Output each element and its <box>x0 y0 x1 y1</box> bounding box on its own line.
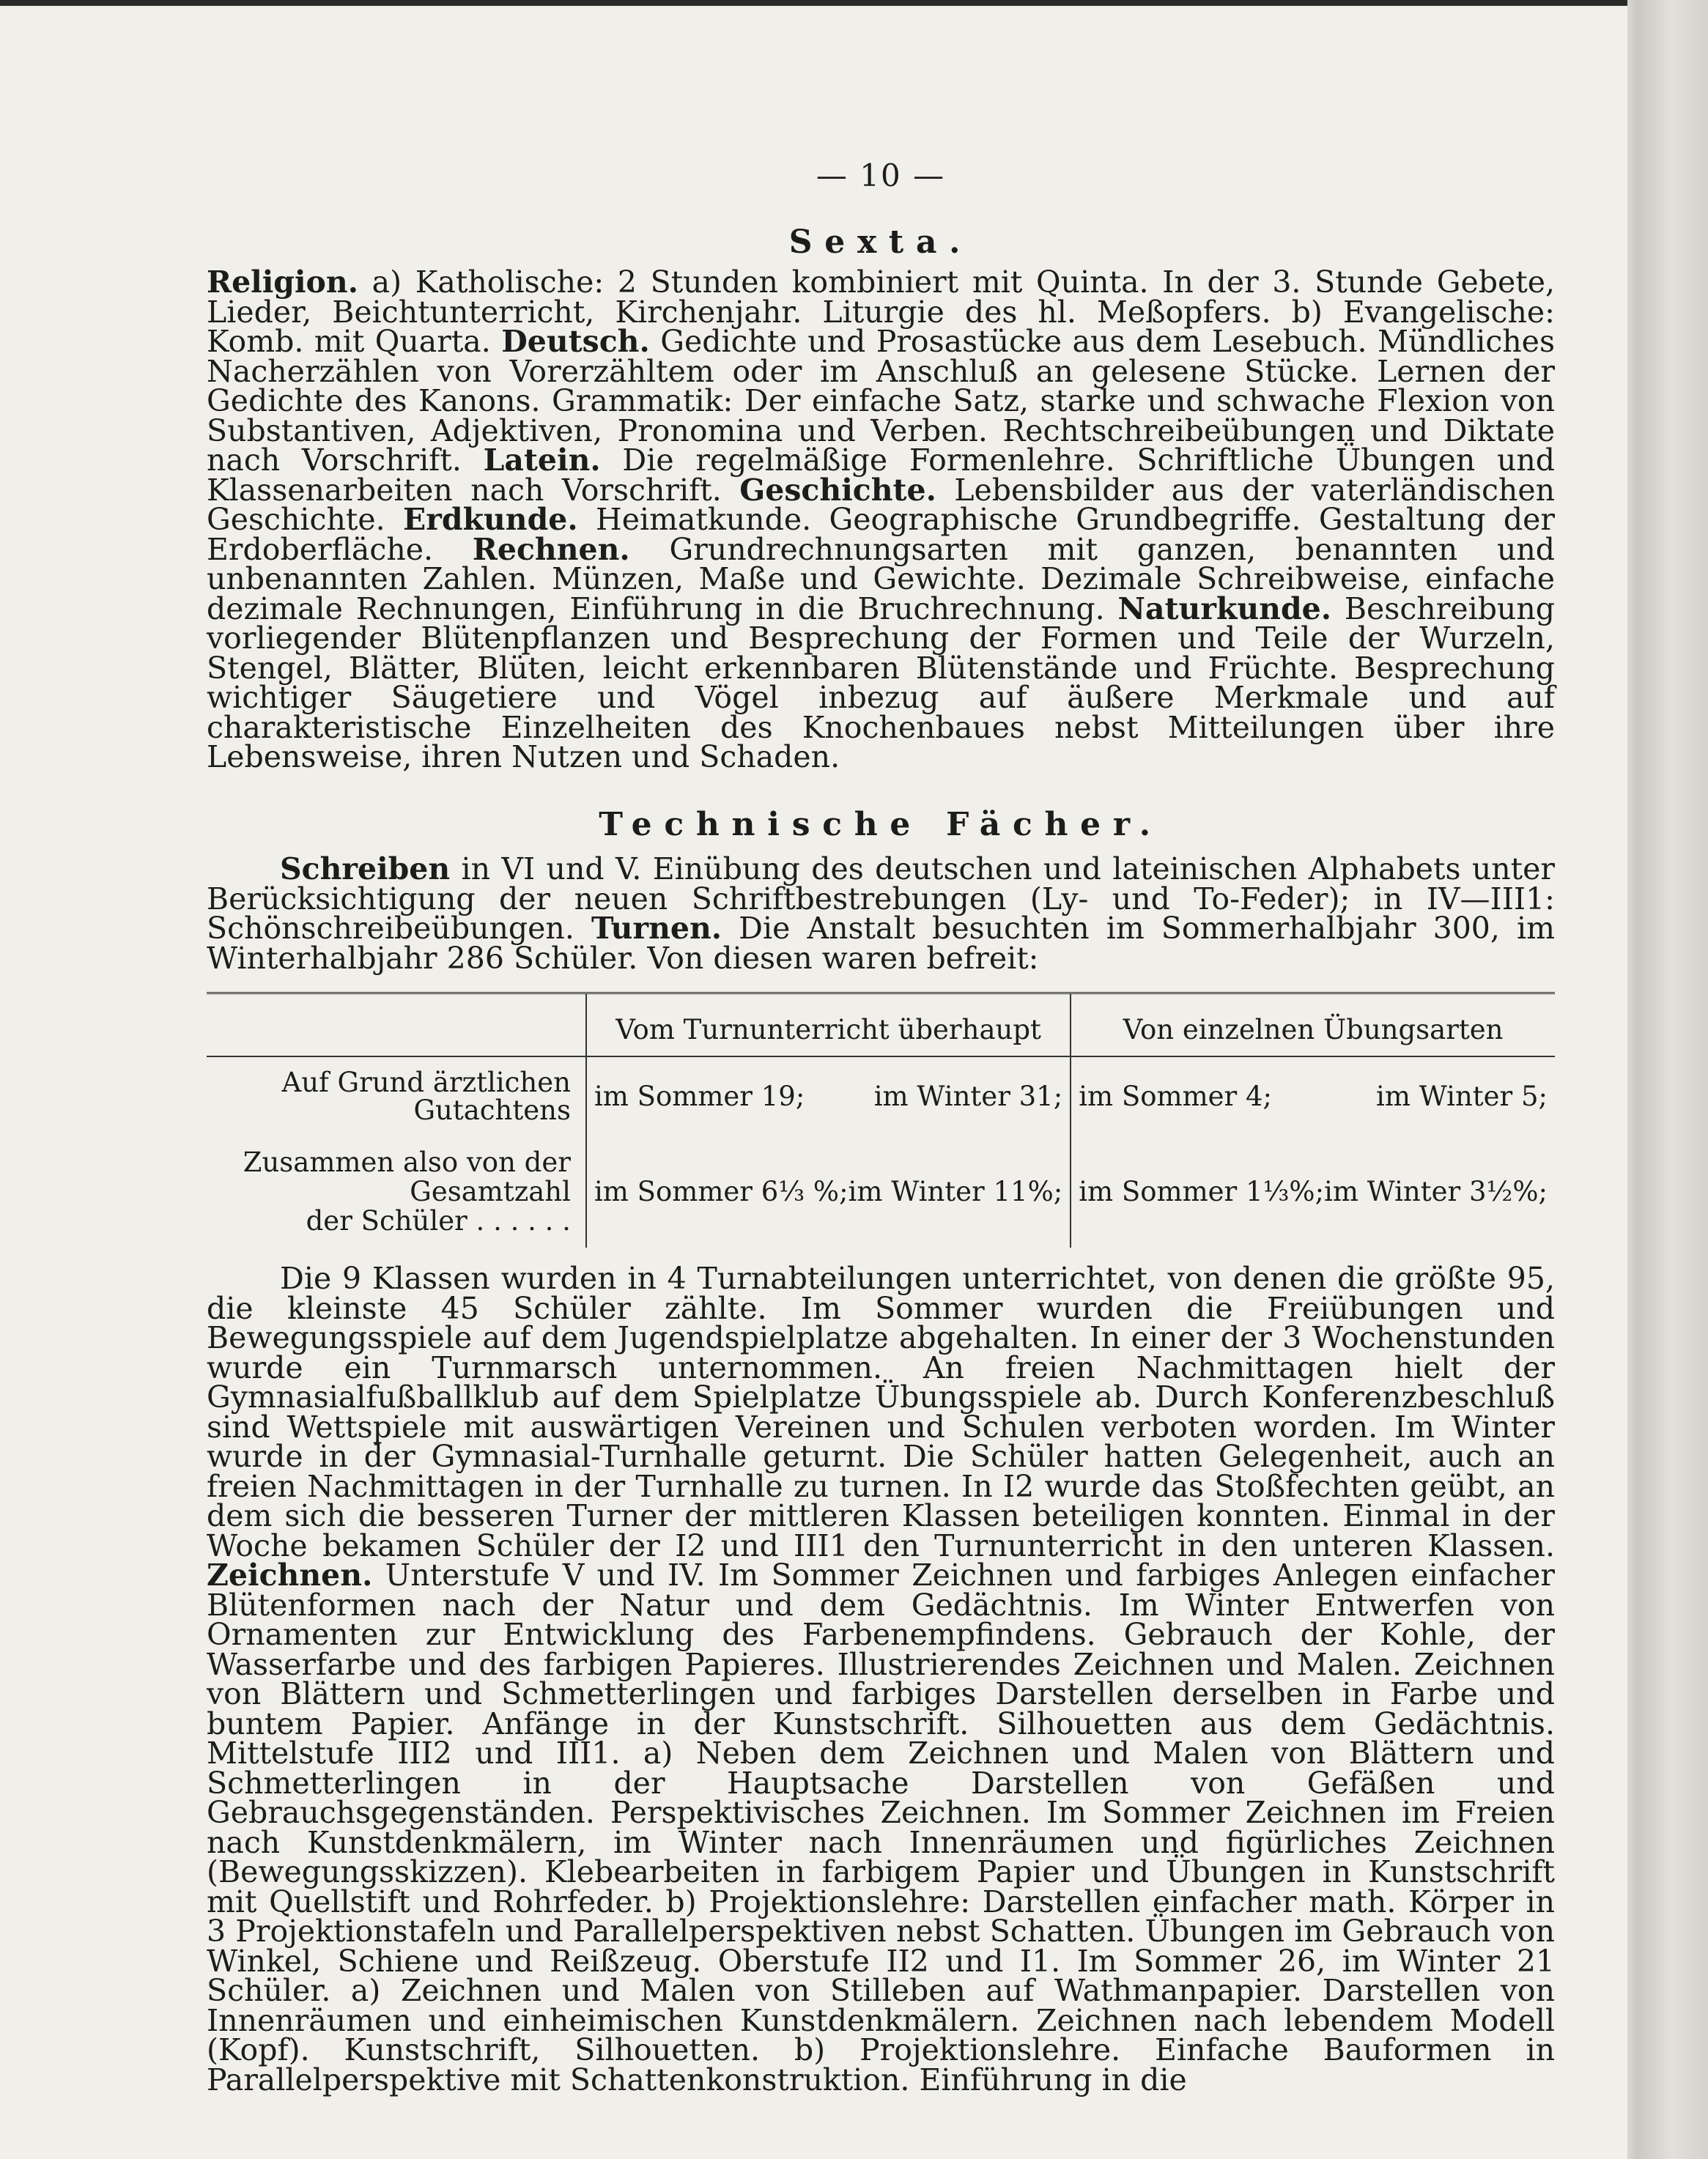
subject-text-deutsch: Gedichte und Prosastücke aus dem Lesebuch. Mündliches Nacherzählen von Vorerzähltem oder im Anschluß an gelesene Stücke. Lernen der Gedichte des Kanons. Grammatik: Der einfache Satz, starke und schwache Flexion von Substantiven, Adjektiven, Pronomina und Verben. Rechtschreibeübungen und Diktate nach Vorschrift. <box>207 324 1555 478</box>
cell-summer: im Sommer 19; <box>594 1081 805 1112</box>
page-content <box>207 158 1556 2097</box>
turnen-details-text: Die 9 Klassen wurden in 4 Turnabteilungen unterrichtet, von denen die größte 95, die kleinste 45 Schüler zählte. Im Sommer wurden die Freiübungen und Bewegungsspiele auf dem Jugendspielplatze abgehalten. In einer der 3 Wochenstunden wurde ein Turnmarsch unternommen. An freien Nachmittagen hielt der Gymnasialfußballklub auf dem Spielplatze Übungsspiele ab. Durch Konferenzbeschluß sind Wettspiele mit auswärtigen Vereinen und Schulen verboten worden. Im Winter wurde in der Gymnasial-Turnhalle geturnt. Die Schüler hatten Gelegenheit, auch an freien Nachmittagen in der Turnhalle zu turnen. In I2 wurde das Stoßfechten geübt, an dem sich die besseren Turner der mittleren Klassen beteiligen konnten. Einmal in der Woche bekamen Schüler der I2 und III1 den Turnunterricht in den unteren Klassen. <box>207 1261 1555 1563</box>
table-header-empty <box>207 993 586 1057</box>
subject-label-latein: Latein. <box>483 442 601 478</box>
subject-label-schreiben: Schreiben <box>280 851 451 886</box>
table-header-col2: Vom Turnunterricht überhaupt <box>586 993 1071 1057</box>
subject-label-turnen: Turnen. <box>591 911 722 946</box>
subject-label-deutsch: Deutsch. <box>501 324 650 359</box>
cell-winter: im Winter 11%; <box>848 1176 1063 1207</box>
subject-label-rechnen: Rechnen. <box>472 531 630 567</box>
page-edge-shadow <box>1627 0 1708 2159</box>
exemption-table <box>207 992 1555 1248</box>
table-row <box>207 1056 1555 1136</box>
subject-label-naturkunde: Naturkunde. <box>1117 590 1331 626</box>
subject-text-zeichnen: Unterstufe V und IV. Im Sommer Zeichnen und farbiges Anlegen einfacher Blütenformen nach der Natur und dem Gedächtnis. Im Winter Entwerfen von Ornamenten zur Entwicklung des Farbenempfindens. Gebrauch der Kohle, der Wasserfarbe und des farbigen Papieres. Illustrierendes Zeichnen und Malen. Zeichnen von Blättern und Schmetterlingen und farbiges Darstellen derselben in Farbe und buntem Papier. Anfänge in der Kunstschrift. Silhouetten aus dem Gedächtnis. Mittelstufe III2 und III1. a) Neben dem Zeichnen und Malen von Blättern und Schmetterlingen in der Hauptsache Darstellen von Gefäßen und Gebrauchsgegenständen. Perspektivisches Zeichnen. Im Sommer Zeichnen im Freien nach Kunstdenkmälern, im Winter nach Innenräumen und figürliches Zeichnen (Bewegungsskizzen). Klebearbeiten in farbigem Papier und Übungen in Kunstschrift mit Quellstift und Rohrfeder. b) Projektionslehre: Darstellen einfacher math. Körper in 3 Projektionstafeln und Parallelperspektiven nebst Schatten. Übungen im Gebrauch von Winkel, Schiene und Reißzeug. Oberstufe II2 und I1. Im Sommer 26, im Winter 21 Schüler. a) Zeichnen und Malen von Stilleben auf Wathmanpapier. Darstellen von Innenräumen und einheimischen Kunstdenkmälern. Zeichnen nach lebendem Modell (Kopf). Kunstschrift, Silhouetten. b) Projektionslehre. Einfache Bauformen in Parallelperspektive mit Schattenkonstruktion. Einführung in die <box>207 1558 1555 2097</box>
subject-text-naturkunde: Beschreibung vorliegender Blütenpflanzen und Besprechung der Formen und Teile der Wurzeln, Stengel, Blätter, Blüten, leicht erkennbaren Blütenstände und Früchte. Besprechung wichtiger Säugetiere und Vögel inbezug auf äußere Merkmale und auf charakteristische Einzelheiten des Knochenbaues nebst Mitteilungen über ihre Lebensweise, ihren Nutzen und Schaden. <box>207 590 1555 774</box>
table-cell <box>1071 1056 1555 1136</box>
row-label-line1: Zusammen also von der Gesamtzahl <box>243 1147 571 1207</box>
subject-text-religion: a) Katholische: 2 Stunden kombiniert mit Quinta. In der 3. Stunde Gebete, Lieder, Beichtunterricht, Kirchenjahr. Liturgie des hl. Meßopfers. b) Evangelische: Komb. mit Quarta. <box>207 264 1555 359</box>
row-label-gutachten: Auf Grund ärztlichen Gutachtens <box>281 1067 571 1126</box>
table-header-col3: Von einzelnen Übungsarten <box>1071 993 1555 1057</box>
subject-label-religion: Religion. <box>207 264 358 300</box>
top-rule <box>0 0 1635 6</box>
table-cell <box>586 1136 1071 1248</box>
section-heading-technische: Technische Fächer. <box>599 805 1163 843</box>
table-cell <box>586 1056 1071 1136</box>
cell-summer: im Sommer 4; <box>1079 1081 1273 1112</box>
cell-winter: im Winter 3½%; <box>1324 1176 1548 1207</box>
subject-text-rechnen: Grundrechnungsarten mit ganzen, benannten und unbenannten Zahlen. Münzen, Maße und Gewichte. Dezimale Schreibweise, einfache dezimale Rechnungen, Einführung in die Bruchrechnung. <box>207 531 1556 626</box>
table-cell <box>1071 1136 1555 1248</box>
subject-label-erdkunde: Erdkunde. <box>403 502 578 537</box>
sexta-paragraph <box>207 264 1556 774</box>
technische-paragraph <box>207 851 1555 976</box>
subject-text-geschichte: Lebensbilder aus der vaterländischen Geschichte. <box>207 472 1556 537</box>
subject-label-zeichnen: Zeichnen. <box>207 1558 373 1593</box>
table-header-row <box>207 993 1555 1057</box>
subject-text-turnen: Die Anstalt besuchten im Sommerhalbjahr 300, im Winterhalbjahr 286 Schüler. Von diesen waren befreit: <box>207 911 1555 976</box>
turnen-zeichnen-paragraph <box>207 1261 1555 2097</box>
row-label-gesamtzahl <box>207 1136 586 1248</box>
section-heading-sexta: Sexta. <box>788 223 973 261</box>
subject-text-latein: Die regelmäßige Formenlehre. Schriftliche Übungen und Klassenarbeiten nach Vorschrift. <box>207 442 1556 508</box>
table-row <box>207 1136 1555 1248</box>
row-label-line2: der Schüler . . . . . . <box>306 1205 571 1237</box>
subject-label-geschichte: Geschichte. <box>739 472 936 508</box>
page-number: — 10 — <box>816 158 946 193</box>
cell-winter: im Winter 31; <box>873 1081 1063 1112</box>
subject-text-schreiben: in VI und V. Einübung des deutschen und lateinischen Alphabets unter Berücksichtigung der neuen Schriftbestrebungen (Ly- und To-Feder); in IV—III1: Schönschreibeübungen. <box>207 851 1555 946</box>
subject-text-erdkunde: Heimatkunde. Geographische Grundbegriffe. Gestaltung der Erdoberfläche. <box>207 502 1555 567</box>
cell-winter: im Winter 5; <box>1376 1081 1548 1112</box>
cell-summer: im Sommer 1⅓%; <box>1079 1176 1325 1207</box>
cell-summer: im Sommer 6⅓ %; <box>594 1176 849 1207</box>
